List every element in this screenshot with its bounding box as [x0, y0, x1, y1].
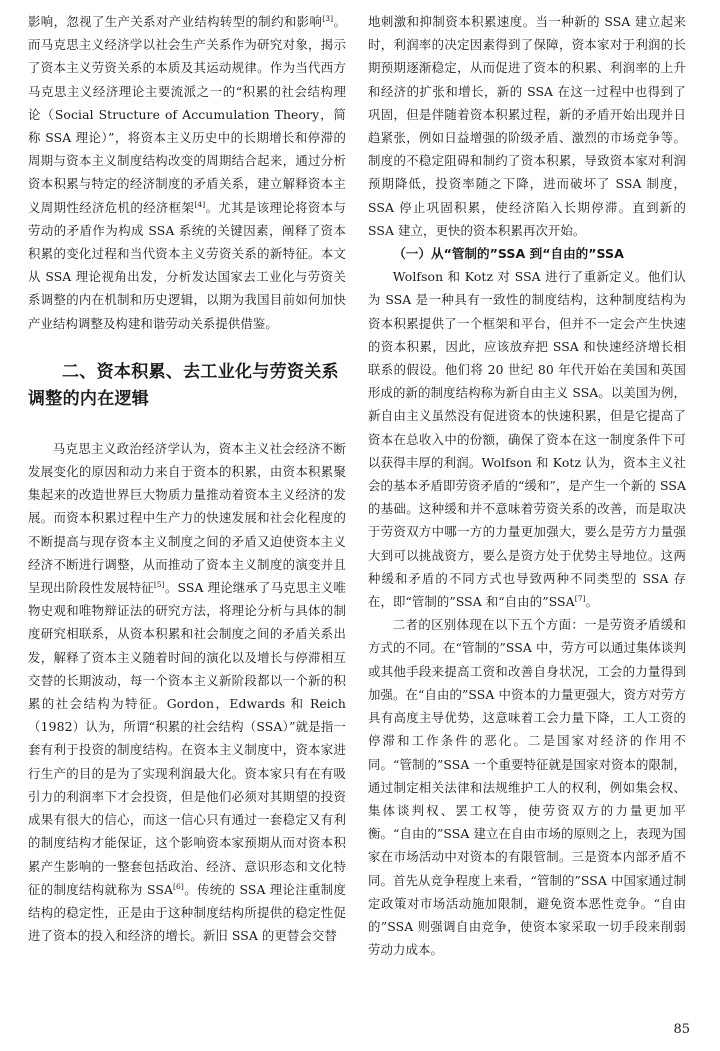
citation-3: [3] — [322, 13, 334, 23]
intro-paragraph-continued: 影响，忽视了生产关系对产业结构转型的制约和影响[3]。而马克思主义经济学以社会生产关系作为研究对象，揭示了资本主义劳资关系的本质及其运动规律。作为当代西方马克思主义经济理论主要流派之一的“积累的社会结构理论（Social Structure of Accumulation Theory，简称 SSA 理论）”，将资本主义历史中的长期增长和停滞的周期与资本主义制度结构改变的周期结合起来，通过分析资本积累与特定的经济制度的矛盾关系，建立解释资本主义周期性经济危机的经济框架[4]。尤其是该理论将资本与劳动的矛盾作为构成 SSA 系统的关键因素，阐释了资本积累的变化过程和当代资本主义劳资关系的新特征。本文从 SSA 理论视角出发，分析发达国家去工业化与劳资关系调整的内在机制和历史逻辑，以期为我国目前如何加快产业结构调整及构建和谐劳动关系提供借鉴。 — [28, 13, 346, 331]
page-number: 85 — [673, 1022, 690, 1037]
citation-5: [5] — [153, 579, 165, 589]
citation-6: [6] — [173, 881, 184, 891]
right-column — [368, 10, 686, 961]
section-paragraph-1-continued: 地刺激和抑制资本积累速度。当一种新的 SSA 建立起来时，利润率的决定因素得到了保障，资本家对于利润的长期预期逐渐稳定，从而促进了资本的积累、利润率的上升和经济的扩张和增长，新的 SSA 在这一过程中也得到了巩固，但是伴随着资本积累过程，新的矛盾开始出现并日趋紧张，例如日益增强的阶级矛盾、激烈的市场竞争等。制度的不稳定阻碍和制约了资本积累，导致资本家对利润预期降低，投资率随之下降，进而破坏了 SSA 制度，SSA 停止巩固积累，使经济陷入长期停滞。直到新的 SSA 建立，更快的资本积累再次开始。 — [368, 14, 686, 238]
subsection-paragraph-2: 二者的区别体现在以下五个方面：一是劳资矛盾缓和方式的不同。在“管制的”SSA 中，劳方可以通过集体谈判或其他手段来提高工资和改善自身状况，工会的力量得到加强。在“自由的”SSA 中资本的力量更强大，资方对劳方具有高度主导优势，这意味着工会力量下降，工人工资的停滞和工作条件的恶化。二是国家对经济的作用不同。“管制的”SSA 一个重要特征就是国家对资本的限制，通过制定相关法律和法规维护工人的权利，例如集会权、集体谈判权、罢工权等，使劳资双方的力量更加平衡。“自由的”SSA 建立在自由市场的原则之上，表现为国家在市场活动中对资本的有限管制。三是资本内部矛盾不同。首先从竞争程度上来看，“管制的”SSA 中国家通过制定政策对市场活动施加限制，避免资本恶性竞争。“自由的”SSA 则强调自由竞争，使资本家采取一切手段来削弱劳动力成本。 — [368, 617, 686, 958]
section-paragraph-1: 马克思主义政治经济学认为，资本主义社会经济不断发展变化的原因和动力来自于资本的积累，由资本积累聚集起来的改造世界巨大物质力量推动着资本主义经济的发展。而资本积累过程中生产力的快速发展和社会化程度的不断提高与现存资本主义制度之间的矛盾又迫使资本主义经济不断进行调整，从而推动了资本主义制度的演变并且呈现出阶段性发展特征[5]。SSA 理论继承了马克思主义唯物史观和唯物辩证法的研究方法，将理论分析与具体的制度研究相联系，从资本积累和社会制度之间的矛盾关系出发，解释了资本主义随着时间的演化以及增长与停滞相互交替的长期波动，每一个资本主义新阶段都以一个新的积累的社会结构为特征。Gordon，Edwards 和 Reich（1982）认为，所谓“积累的社会结构（SSA）”就是指一套有利于投资的制度结构。在资本主义制度中，资本家进行生产的目的是为了实现利润最大化。资本家只有在有吸引力的利润率下才会投资，但是他们必须对其期望的投资成果有很大的信心，而这一信心只有通过一套稳定又有利的制度结构才能保证，这个影响资本家预期从而对资本积累产生影响的一整套包括政治、经济、意识形态和文化特征的制度结构就称为 SSA[6]。传统的 SSA 理论注重制度结构的稳定性，正是由于这种制度结构所提供的稳定性促进了资本的投入和经济的增长。新旧 SSA 的更替会交替 — [28, 440, 346, 944]
subsection-heading: （一）从“管制的”SSA 到“自由的”SSA — [393, 246, 624, 262]
subsection-paragraph-1: Wolfson 和 Kotz 对 SSA 进行了重新定义。他们认为 SSA 是一种具有一致性的制度结构，这种制度结构为资本积累提供了一个框架和平台，但并不一定会产生快速的资本积累，因此，应该放弃把 SSA 和快速经济增长相联系的假设。他们将 20 世纪 80 年代开始在美国和英国形成的新的制度结构称为新自由主义 SSA。以美国为例，新自由主义虽然没有促进资本的快速积累，但是它提高了资本在总收入中的份额，确保了资本在这一制度条件下可以获得丰厚的利润。Wolfson 和 Kotz 认为，资本主义社会的基本矛盾即劳资矛盾的“缓和”，是产生一个新的 SSA 的基础。这种缓和并不意味着劳资关系的改善，而是取决于劳资双方中哪一方的力量更加强大，要么是劳方力量强大到可以挑战资方，要么是资方处于优势主导地位。这两种缓和矛盾的不同方式也导致两种不同类型的 SSA 存在，即“管制的”SSA 和“自由的”SSA[7]。 — [368, 269, 686, 610]
left-column — [28, 10, 346, 947]
section-heading: 二、资本积累、去工业化与劳资关系调整的内在逻辑 — [28, 361, 339, 409]
citation-7: [7] — [574, 593, 586, 603]
citation-4: [4] — [194, 199, 206, 209]
